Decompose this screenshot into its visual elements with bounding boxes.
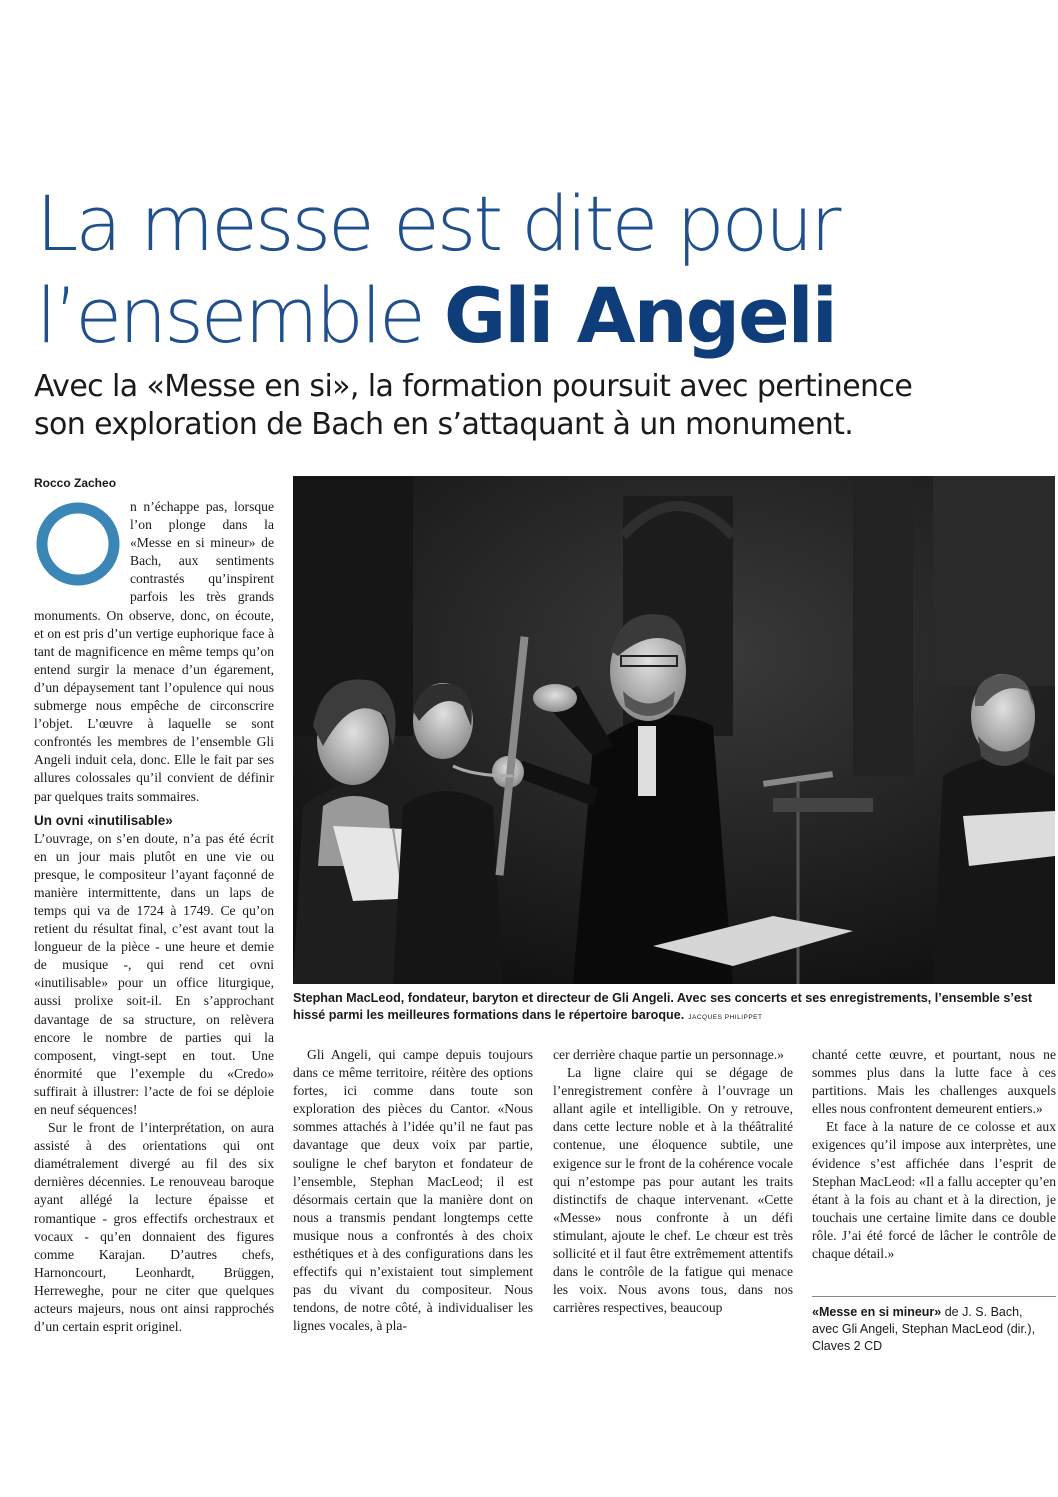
headline-line-2-bold: Gli Angeli xyxy=(443,271,836,360)
column-2-paragraph: Gli Angeli, qui campe depuis toujours dans ce même territoire, réitère des options fortes, ici comme dans toute son exploration des pièces du Cantor. «Nous sommes attachés à l’idée qu’il ne faut pas davantage que deux voix par partie, souligne le chef baryton et fondateur de l’ensemble, Stephan MacLeod; il est désormais certain que la manière dont on nous a transmis pendant longtemps cette musique nous a confrontés à des choix esthétiques et à des configurations dans les effectifs qui n’existaient tout simplement pas du vivant du compositeur. Nous tendons, de notre côté, à individualiser les lignes vocales, à pla- xyxy=(293,1047,533,1334)
infobox-line-3: Claves 2 CD xyxy=(812,1339,883,1353)
concert-photo-image xyxy=(293,476,1055,984)
subheadline-line-1: Avec la «Messe en si», la formation poursuit avec pertinence xyxy=(34,369,913,404)
infobox-line-1: de J. S. Bach, xyxy=(941,1305,1023,1319)
byline: Rocco Zacheo xyxy=(34,476,117,490)
paragraph-2: L’ouvrage, on s’en doute, n’a pas été écrit en un jour mais plutôt en une vie ou presque, le compositeur l’ayant façonné de manière intermittente, dans un laps de temps qui va de 1724 à 1749. Ce qu’on retient du résultat final, c’est avant tout la longueur de la pièce - une heure et demie de musique -, qui rend cet ovni «inutilisable» pour un office liturgique, aussi prolixe soit-il. En s’approchant davantage de sa structure, on relèvera encore le nombre de parties qui la composent, vingt-sept en tout. Une énormité que l’exemple du «Credo» suffirait à illustrer: l’acte de foi se déploie en neuf séquences! xyxy=(34,830,274,1117)
article-column-3 xyxy=(553,1046,793,1317)
photo-caption-text: Stephan MacLeod, fondateur, baryton et directeur de Gli Angeli. Avec ses concerts et ses enregistrements, l’ensemble s’est hissé parmi les meilleures formations dans le répertoire baroque. xyxy=(293,991,1033,1022)
photo-credit: JACQUES PHILIPPET xyxy=(688,1014,763,1021)
headline xyxy=(36,178,1036,362)
headline-line-1: La messe est dite pour xyxy=(36,179,839,268)
infobox-title: «Messe en si mineur» xyxy=(812,1305,942,1319)
infobox-divider xyxy=(812,1296,1056,1297)
column-3-paragraph-2: La ligne claire qui se dégage de l’enregistrement confère à l’ouvrage un allant agile et intelligible. On y retrouve, dans cette lecture noble et à la théâtralité contenue, une éloquence subtile, une exigence sur le front de la cohérence vocale qui n’estompe pas pour autant les traits distinctifs de chaque intervenant. «Cette «Messe» nous confronte à un défi stimulant, ajoute le chef. Le chœur est très sollicité et il faut être extrêmement attentifs dans le contrôle de la fatigue qui menace les voix. Nous avons tous, dans nos carrières respectives, beaucoup xyxy=(553,1065,793,1316)
photo-caption xyxy=(293,990,1055,1026)
column-3-paragraph-1: cer derrière chaque partie un personnage.» xyxy=(553,1047,784,1062)
infobox-line-2: avec Gli Angeli, Stephan MacLeod (dir.), xyxy=(812,1322,1036,1336)
paragraph-3: Sur le front de l’interprétation, on aura assisté à des orientations qui ont diamétralement divergé au fil des six dernières décennies. Le renouveau baroque ayant allégé la lecture épaisse et romantique - gros effectifs orchestraux et vocaux - qu’en donnaient des figures comme Karajan. D’autres chefs, Harnoncourt, Leonhardt, Brüggen, Herreweghe, pour ne citer que quelques acteurs majeurs, nous ont ainsi rapprochés d’un certain esprit originel. xyxy=(34,1120,274,1335)
column-4-paragraph-1: chanté cette œuvre, et pourtant, nous ne sommes plus dans la lutte face à ces partitions. Mais les challenges auxquels elles nous confrontent demeurent entiers.» xyxy=(812,1047,1056,1117)
article-column-4 xyxy=(812,1046,1056,1263)
paragraph-intro: n n’échappe pas, lorsque l’on plonge dans la «Messe en si mineur» de Bach, aux sentiments contrastés qu’inspirent parfois les très grands monuments. On observe, donc, on écoute, et on est pris d’un vertige euphorique face à tant de magnificence en même temps qu’on entend surgir la menace d’un égarement, d’un dépaysement tant l’opulence qui nous submerge nous empêche de circonscrire l’objet. L’œuvre à laquelle se sont confrontés les membres de l’ensemble Gli Angeli induit cela, donc. Elle le fait par ses allures colossales qu’il convient de définir par quelques traits sommaires. xyxy=(34,499,274,804)
column-4-paragraph-2: Et face à la nature de ce colosse et aux exigences qu’il impose aux interprètes, une évidence s’est affichée dans l’esprit de Stephan MacLeod: «Il a fallu accepter qu’en étant à la fois au chant et à la direction, je touchais une certaine limite dans ce double rôle. J’ai été forcé de lâcher le contrôle de chaque détail.» xyxy=(812,1119,1056,1262)
dropcap-o-icon xyxy=(34,500,122,588)
infobox xyxy=(812,1304,1056,1355)
concert-photo xyxy=(293,476,1055,984)
section-subhead: Un ovni «inutilisable» xyxy=(34,812,173,828)
headline-line-2-light: l’ensemble xyxy=(36,271,444,360)
subheadline-line-2: son exploration de Bach en s’attaquant à un monument. xyxy=(34,407,854,442)
subheadline xyxy=(34,368,1034,444)
article-column-2 xyxy=(293,1046,533,1336)
article-column-1 xyxy=(34,498,274,1336)
